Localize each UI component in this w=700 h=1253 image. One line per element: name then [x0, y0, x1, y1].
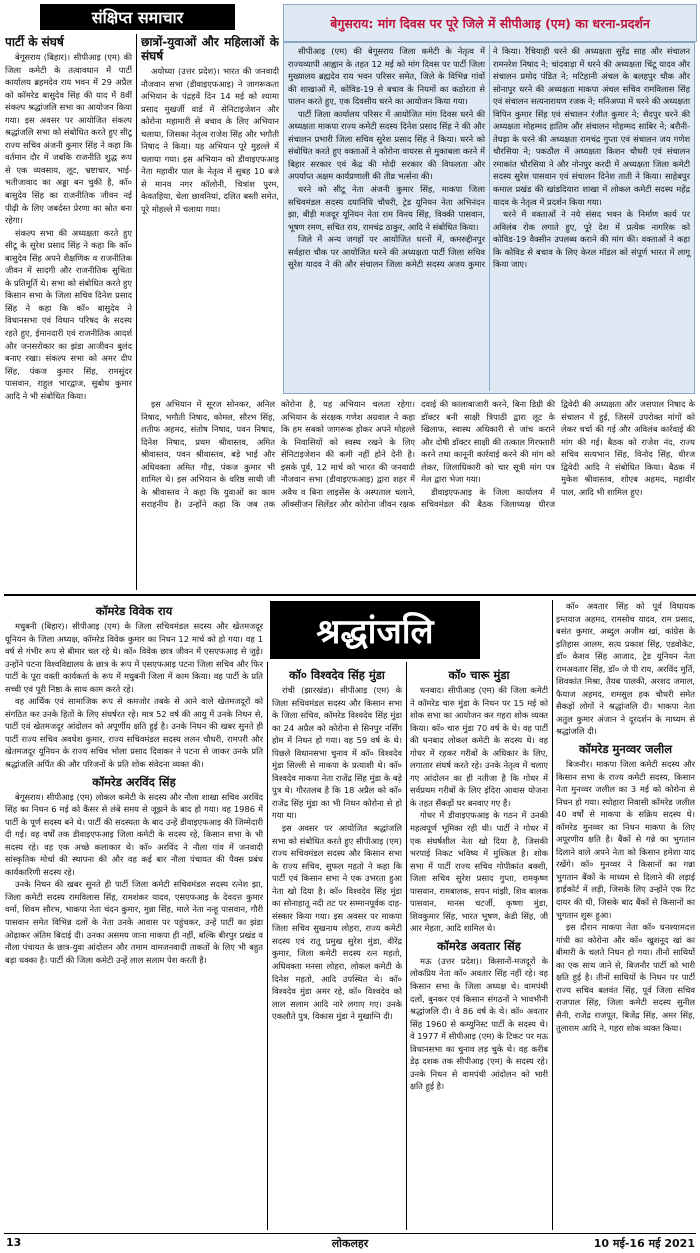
obit5-headline: कॉमरेड अवतार सिंह	[437, 938, 521, 953]
section-title-box	[40, 4, 235, 30]
obit2-paragraph: उनके निधन की खबर सुनते ही पार्टी जिला कमेटी सचिवमंडल सदस्य रत्नेश झा, जिला कमेटी सदस्य रामविलास सिंह, रामशंकर यादव, एसएफआइ के देवदत्त कुमार वर्मा, शिवम सौरभ, भाकपा नेता चंदन कुमार, मुन्ना सिंह, माले नेता नन्हू पासवान, गौरी पासवान समेत विभिन्न दलों के नेता उनके आवास पर पहुंचकर, उन्हें पार्टी का झंडा ओढ़ाकर अंतिम बिदाई दी। उनका असमय जाना माकपा ही नहीं, बल्कि बीरपुर प्रखंड व नौला पंचायत के छात्र-युवा आंदोलन और तमाम वामजनवादी ताकतों के लिए भी बहुत बड़ा धक्का है। पार्टी की जिला कमेटी उन्हें लाल सलाम पेश करती है।	[5, 879, 263, 965]
obit-column-a	[5, 600, 263, 1230]
column-divider	[136, 34, 137, 590]
banner-paragraph: सीपीआइ (एम) की बेगूसराय जिला कमेटी के नेतृत्व में राज्यव्यापी आह्वान के तहत 12 मई को मांग दिवस पर पार्टी जिला मुख्यालय ब्रह्मदेव राय भवन परिसर समेत, जिले के विभिन्न गांवों की शाखाओं में, कोविड-19 से बचाव के नियमों का कठोरता से पालन करते हुए, एक दिवसीय धरने का आयोजन किया गया।	[288, 46, 485, 107]
banner-paragraph: धरने को सीटू नेता अंजनी कुमार सिंह, माकपा जिला सचिवमंडल सदस्य दयानिधि चौधरी, ट्रेड यूनियन नेता अभिनंदन झा, बीड़ी मजदूर यूनियन नेता राम विनय सिंह, विक्की पासवान, भूषण रमण, सचित राय, रामचंद्र ठाकुर, आदि ने संबोधित किया।	[288, 184, 485, 232]
obit3-paragraph: इस अवसर पर आयोजित श्रद्धांजलि सभा को संबोधित करते हुए सीपीआइ (एम) राज्य सचिवमंडल सदस्य और किसान सभा के राज्य सचिव, सुफल महतो ने कहा कि पार्टी एवं किसान सभा ने एक उभरता हुआ नेता खो दिया है। कॉ० विश्वदेव सिंह मुंडा का सोनाहातू नदी तट पर सम्मानपूर्वक दाह-संस्कार किया गया। इस अवसर पर माकपा जिला सचिव सुखनाथ लोहरा, राज्य कमेटी सदस्य एवं रातू प्रमुख सुरेश मुंडा, वीरेंद्र कुमार, जिला कमेटी सदस्य रत्न महतो, अधिवक्ता मनसा लोहरा, लोकल कमेटी के दिनेश महतो, आदि उपस्थित थे। कॉ० विश्वदेव मुंडा अमर रहे, कॉ० विश्वदेव को लाल सलाम आदि नारे लगाए गए। उनके एकलौते पुत्र, विकास मुंडा ने मुखाग्नि दी।	[272, 823, 402, 1022]
obit1-headline: कॉमरेड विवेक राय	[95, 604, 173, 618]
obit4-headline: कॉ० चारू मुंडा	[448, 668, 510, 682]
footer-rule	[4, 1233, 696, 1234]
story2-column	[141, 34, 279, 396]
story2-headline: छात्रों-युवाओं और महिलाओं के संघर्ष	[141, 35, 279, 63]
obituary-title: श्रद्धांजलि	[316, 612, 434, 652]
story1-column	[5, 34, 132, 590]
story1-paragraph: संकल्प सभा की अध्यक्षता करते हुए सीटू के सुरेश प्रसाद सिंह ने कहा कि कॉ० बासुदेव सिंह अपने शैक्षणिक व राजनीतिक जीवन में सादगी और राजनीतिक सुचिता के प्रतिमूर्ति थे। सभा को संबोधित करते हुए किसान सभा के जिला सचिव दिनेश प्रसाद सिंह ने कहा कि कॉ० बासुदेव ने विधानसभा एवं विधान परिषद के सदस्य रहते हुए, ईमानदारी एवं राजनीतिक आदर्श और जनसरोकार का झंडा आजीवन बुलंद बनाए रखा। संकल्प सभा को अमर दीप सिंह, पंकज कुमार सिंह, रामसुंदर पासवान, राहुल भारद्वाज, सुबोध कुमार आदि ने भी संबोधित किया।	[5, 227, 132, 401]
obit-column-c	[410, 664, 548, 1230]
banner-headline: बेगुसराय: मांग दिवस पर पूरे जिले में सीपीआइ (एम) का धरना-प्रदर्शन	[330, 15, 650, 31]
obit3-paragraph: रांची (झारखंड)। सीपीआइ (एम) के जिला सचिवमंडल सदस्य और किसान सभा के जिला सचिव, कॉमरेड विश्वदेव सिंह मुंडा का 24 अप्रैल को कोरोना से सिनपुर नर्सिंग होम में निधन हो गया। वह 59 वर्ष के थे। पिछले विधानसभा चुनाव में कॉ० विश्वदेव मुंडा सिल्ली से माकपा के प्रत्याशी थे। कॉ० विश्वदेव माकपा नेता राजेंद्र सिंह मुंडा के बड़े पुत्र थे। गौरतलब है कि 18 अप्रैल को कॉ० राजेंद्र सिंह मुंडा का भी निधन कोरोना से हो गया था।	[272, 685, 402, 821]
banner-headline-box	[283, 4, 697, 42]
obit1-paragraph: वह आर्थिक एवं सामाजिक रूप से कमजोर तबके से आने वाले खेतमजदूरों को संगठित कर उनके हितों के लिए संघर्षरत रहे। मात्र 52 वर्ष की आयु में उनके निधन से, पार्टी एवं खेतमजदूर आंदोलन को अपूर्णीय क्षति हुई है। उनके निधन की खबर सुनते ही पार्टी राज्य सचिव अवधेश कुमार, राज्य सचिवमंडल सदस्य ललन चौधरी, रामपरी और खेतमजदूर यूनियन के राज्य सचिव भोला प्रसाद दिवाकर ने पटना से जाकर उनके प्रति श्रद्धांजलि अर्पित की और परिजनों के प्रति शोक संवेदना व्यक्त की।	[5, 696, 263, 770]
obit6-paragraph: इस दौरान माकपा नेता कॉ० घनश्यामदत्त गांधी का कोरोना और कॉ० खुशनूद खां का बीमारी के चलते निधन हो गया। तीनों साथियों का एक साथ जाने से, बिजनौर पार्टी को भारी क्षति हुई है। तीनों साथियों के निधन पर पार्टी राज्य सचिव बलवंत सिंह, पूर्व जिला सचिव राजपाल सिंह, जिला कमेटी सदस्य सुनील सैनी, राजेंद्र राजपूत, बिजेंद्र सिंह, अमर सिंह, तुलाराम आदि ने, गहरा शोक व्यक्त किया।	[556, 922, 695, 1033]
obit-column-d	[556, 600, 695, 1230]
story2-paragraph: डीवाइएफआइ के जिला कार्यालय में सचिवमंडल की बैठक जिलाध्यक्ष धीरज द्विवेदी की अध्यक्षता और जसपाल निषाद के संचालन में हुई, जिसमें उपरोक्त मांगों को लेकर चर्चा की गई और अविलंब कार्रवाई की मांग की गई। बैठक को राजेश नंद, राज्य सचिव सत्यभान सिंह, विनोद सिंह, धीरज द्विवेदी आदि ने संबोधित किया। बैठक में मुकेश श्रीवास्तव, शोएब अहमद, महावीर पाल, आदि भी शामिल हुए।	[421, 399, 695, 510]
obit1-paragraph: मधुबनी (बिहार)। सीपीआइ (एम) के जिला सचिवमंडल सदस्य और खेतमजदूर यूनियन के जिला अध्यक्ष, कॉमरेड विवेक कुमार का निधन 12 मार्च को हो गया। वह 1 वर्ष से गंभीर रूप से बीमार चल रहे थे। कॉ० विवेक छात्र जीवन में एसएफआइ से जुड़े। उन्होंने पटना विश्वविद्यालय के छात्र के रूप में एसएफआइ पटना जिला सचिव और फिर पार्टी के पूरा वक्ती कार्यकर्ता के रूप में मधुबनी जिला में काम किया। वह पार्टी के प्रति सच्ची एवं पूरी निष्ठा के साथ काम करते रहे।	[5, 621, 263, 694]
story1-headline: पार्टी के संघर्ष	[5, 35, 64, 49]
obit3-headline: कॉ० विश्वदेव सिंह मुंडा	[289, 668, 385, 682]
obit2-paragraph: बेगूसराय। सीपीआइ (एम) लोकल कमेटी के सदस्य और नौला शाखा सचिव अरविंद सिंह का निधन 6 मई को कैंसर से लंबे समय से जूझने के बाद हो गया। वह 1986 में पार्टी के पूर्ण सदस्य बने थे। पार्टी की सदस्यता के बाद उन्हें डीवाइएफआइ की जिम्मेदारी दी गई। वह वर्षों तक डीवाइएफआइ जिला कमेटी के सदस्य रहे, किसान सभा के भी सदस्य रहे। वह एक अच्छे कलाकार थे। कॉ० अरविंद ने नौला गांव में जनवादी सांस्कृतिक मोर्चा की स्थापना की और वह कई बार नौला पंचायत की पैक्स प्रबंध कार्यकारिणी सदस्य रहे।	[5, 791, 263, 877]
banner-paragraph: जिले में अन्य जगहों पर आयोजित धरनों में, कमरुद्दीनपुर सर्वहारा चौक पर आयोजित धरने की अध्यक्षता पार्टी जिला सचिव सुरेश यादव ने की और संचालन जिला कमेटी सदस्य अजय कुमार ने किया। रैचियाही धरने की अध्यक्षता सुरेंद्र साह और संचालन रामनरेश निषाद ने; चांदवाड़ा में धरने की अध्यक्षता चिंटू यादव और संचालन प्रमोद पंडित ने; मटिहानी अंचल के बलहपुर चौक और सोनापुर धरने की अध्यक्षता माकपा अंचल सचिव रामविलास सिंह एवं संचालन सत्यनारायण रजक ने; मनिअप्पा में धरने की अध्यक्षता विपिन कुमार सिंह एवं संचालन रंजीत कुमार ने; सैदपुर धरने की अध्यक्षता मोहम्मद हातिम और संचालन मोहम्मद साबिर ने; बरौनी-तेघड़ा के धरने की अध्यक्षता रामचंद्र गुप्ता एवं संचालन जय गणेश चौरसिया ने; पकठौल में अध्यक्षता किशन चौधरी एवं संचालन रमाकांत चौरसिया ने और नोनपुर करदी में अध्यक्षता जिला कमेटी सदस्य सुरेश पासवान एवं संचालन दिनेश ताती ने किया। साहेबपुर कमाल प्रखंड की खांडदियारा शाखा में लोकल कमेटी सदस्य महेंद्र यादव के नेतृत्व में प्रदर्शन किया गया।	[288, 46, 690, 270]
obit4-paragraph: गोधर में डीवाइएफआइ के गठन में उनकी महत्वपूर्ण भूमिका रही थी। पार्टी ने गोधर में एक संघर्षशील नेता खो दिया है, जिसकी भरपाई निकट भविष्य में मुश्किल है। शोक सभा में पार्टी राज्य सचिव गोपीकांत बक्शी, जिला सचिव सुरेश प्रसाद गुप्ता, रामकृष्ण पासवान, रामबालक, सपन मांझी, शिव बालक पासवान, मानस चटर्जी, कृष्णा मुंडा, शिवकुमार सिंह, भारत भूषण, केडी सिंह, जी आर मेहता, आदि शामिल थे।	[410, 810, 548, 934]
banner-story	[283, 42, 695, 394]
obit5-paragraph: कॉ० अवतार सिंह को पूर्व विधायक इम्तयाज अहमद, रामसोच यादव, राम प्रसाद, बसंत कुमार, अब्दुल अजीम खां, कांग्रेस के इतिहास आलम, सत्य प्रकाश सिंह, एडवोकेट, डॉ० केशव सिंह आजाद, ट्रेड यूनियन नेता रामअवतार सिंह, डॉ० जे पी राय, अरविंद मुर्ति, शिवकांत मिश्रा, तैयब पालकी, अरशद जमाल, फैयाज अहमद, शमसुल हक चौधरी समेत सैकड़ों लोगों ने श्रद्धांजलि दी। भाकपा नेता अतुल कुमार अंजान ने दूरदर्शन के माध्यम से श्रद्धांजलि दी।	[556, 601, 695, 737]
section-divider	[4, 594, 696, 596]
obit5-paragraph: मऊ (उत्तर प्रदेश)। किसानों-मजदूरों के लोकप्रिय नेता कॉ० अवतार सिंह नहीं रहे। वह किसान सभा के जिला अध्यक्ष थे। वामपंथी दलों, बुनकर एवं किसान संगठनों ने भावभीनी श्रद्धांजलि दी। वे 86 वर्ष के थे। कॉ० अवतार सिंह 1960 से कम्युनिस्ट पार्टी के सदस्य थे। वे 1977 में सीपीआइ (एम) के टिकट पर मऊ विधानसभा का चुनाव लड़ चुके थे। वह करीब डेढ़ दशक तक सीपीआइ (एम) के सदस्य रहे। उनके निधन से वामपंथी आंदोलन को भारी क्षति हुई है।	[410, 955, 548, 1092]
footer-publication: लोकलहर	[331, 1237, 369, 1250]
story2-continued	[141, 398, 695, 590]
column-divider	[406, 662, 407, 1230]
obit-column-b	[272, 664, 402, 1230]
obit6-paragraph: बिजनौर। माकपा जिला कमेटी सदस्य और किसान सभा के राज्य कमेटी सदस्य, किसान नेता मुनव्वर जलील का 3 मई को कोरोना से निधन हो गया। स्योहारा निवासी कॉमरेड जलील 40 वर्षों से माकपा के सक्रिय सदस्य थे। कॉमरेड मुनव्वर का निधन माकपा के लिए अपूरणीय क्षति है। बैंकों से गन्ने का भुगतान दिलाने वाले अपने नेता को किसान हमेशा याद रखेंगे। कॉ० मुनव्वर ने किसानों का गन्ना भुगतान बैंकों के माध्यम से दिलाने की लड़ाई हाईकोर्ट में लड़ी, जिसके लिए उन्होंने एक रिट दायर की थी, जिसके बाद बैंकों से किसानों का भुगतान शुरू हुआ।	[556, 759, 695, 920]
story2-paragraph: अयोध्या (उत्तर प्रदेश)। भारत की जनवादी नौजवान सभा (डीवाइएफआइ) ने जागरूकता अभियान के पंद्रहवें दिन 14 मई को श्यामा प्रसाद मुखर्जी वार्ड में सेनिटाइजेशन और कोरोना महामारी से बचाव के लिए अभियान चलाया, जिसका नेतृत्व राजेश सिंह और भगौती निषाद ने किया। यह अभियान पूरे मुहल्ले में चलाया गया। इस अभियान को डीवाइएफआइ नेता महावीर पाल के नेतृत्व में सुबह 10 बजे से मानव नगर कॉलोनी, चित्रांश पुरम, केवतहिया, चेला छावनियां, दलित बस्ती समेत, पूरे मोहल्ले में चलाया गया।	[141, 66, 279, 215]
story1-paragraph: बेगूसराय (बिहार)। सीपीआइ (एम) की जिला कमेटी के तत्वावधान में पार्टी कार्यालय ब्रहमदेव राय भवन में 29 अप्रैल को कॉमरेड बासुदेव सिंह की याद में 8वीं संकल्प श्रद्धांजलि सभा का आयोजन किया गया। इस अवसर पर आयोजित संकल्प श्रद्धांजलि सभा को संबोधित करते हुए सीटू राज्य सचिव अंजनी कुमार सिंह ने कहा कि वर्तमान दौर में जबकि राजनीति शुद्ध रूप से एक व्यवसाय, लूट, भ्रष्टाचार, भाई-भतीजावाद का अड्डा बन चुकी है, कॉ० बासुदेव सिंह का राजनीतिक जीवन नई पीढ़ी के लिए जबर्दस्त प्रेरणा का स्रोत बना रहेगा।	[5, 52, 132, 226]
obit6-headline: कॉमरेड मुनव्वर जलील	[578, 742, 673, 757]
obit2-headline: कॉमरेड अरविंद सिंह	[92, 774, 176, 789]
column-divider	[552, 600, 553, 1230]
section-title: संक्षिप्त समाचार	[91, 8, 184, 27]
obituary-title-box	[270, 601, 480, 659]
banner-paragraph: धरने में वक्ताओं ने नये संसद भवन के निर्माण कार्य पर अविलंब रोक लगाते हुए, पूरे देश में प्रत्येक नागरिक को कोविड-19 वैक्सीन उपलब्ध कराने की मांग की। वक्ताओं ने कहा कि कोविड से बचाव के लिए केरल मॉडल को संपूर्ण भारत में लागू किया जाए।	[493, 209, 690, 270]
obit4-paragraph: धनबाद। सीपीआइ (एम) की जिला कमेटी ने कॉमरेड चारु मुंडा के निधन पर 15 मई को शोक सभा का आयोजन कर गहरा शोक व्यक्त किया। कॉ० चारु मुंडा 70 वर्ष के थे। वह पार्टी की धनबाद लोकल कमेटी के सदस्य थे। वह गोधर में रहकर गरीबों के अधिकार के लिए, लगातार संघर्ष करते रहे। उनके नेतृत्व में चलाए गए आंदोलन का ही नतीजा है कि गोधर में सर्वप्रथम गरीबों के लिए इंदिरा आवास योजना के तहत सैंकड़ों घर बनवाए गए हैं।	[410, 685, 548, 808]
story2-paragraph: इस अभियान में सूरज सोनकर, अनिल निषाद, भगौती निषाद, कोमल, सौरभ सिंह, लतीफ अहमद, संतोष निषाद, पवन निषाद, दिनेश निषाद, प्रथम श्रीवास्तव, अमित श्रीवास्तव, पवन श्रीवास्तव, बड़े भाई और अधिवक्ता अमित गौड़, पंकज कुमार भी शामिल थे। इस अभियान के वरिष्ठ साथी जी के श्रीवास्तव ने कहा कि युवाओं का काम सराहनीय है। उन्होंने कहा कि जब तक कोरोना है, यह अभियान चलता रहेगा। अभियान के संरक्षक गणेश अग्रवाल ने कहा कि हम सबको जागरूक होकर अपने मोहल्ले के निवासियों को स्वस्थ रखने के लिए सेनिटाइजेशन की कमी नहीं होने देनी है। इसके पूर्व, 12 मार्च को भारत की जनवादी नौजवान सभा (डीवाइएफआइ) द्वारा शहर में अवैध व बिना लाइसेंस के अस्पताल चलाने, ऑक्सीजन सिलेंडर और कोरोना जीवन रक्षक दवाई की कालाबाजारी करने, बिना डिग्री की डॉक्टर बनी साक्षी त्रिपाठी द्वारा लूट के खिलाफ, स्वास्थ अधिकारी से जांच कराने और दोषी डॉक्टर साक्षी की तत्काल गिरफ्तारी करने तथा कानूनी कार्रवाई करने की मांग को लेकर, जिलाधिकारी को चार सूत्री मांग पत्र मेल द्वारा भेजा गया।	[141, 399, 555, 510]
footer-page-number: 13	[6, 1236, 22, 1249]
banner-paragraph: पार्टी जिला कार्यालय परिसर में आयोजित मांग दिवस धरने की अध्यक्षता माकपा राज्य कमेटी सदस्य दिनेश प्रसाद सिंह ने की और संचालन प्रभारी जिला सचिव सुरेश प्रसाद सिंह ने किया। धरने को संबोधित करते हुए वक्ताओं ने कोरोना वायरस से मुकाबला करने में बिहार सरकार एवं केंद्र की मोदी सरकार की विफलता और अपर्याप्त अक्षम कार्यप्रणाली की तीव्र भर्त्सना की।	[288, 108, 485, 182]
footer-date: 10 मई-16 मई 2021	[593, 1237, 695, 1250]
column-divider	[267, 662, 268, 1230]
